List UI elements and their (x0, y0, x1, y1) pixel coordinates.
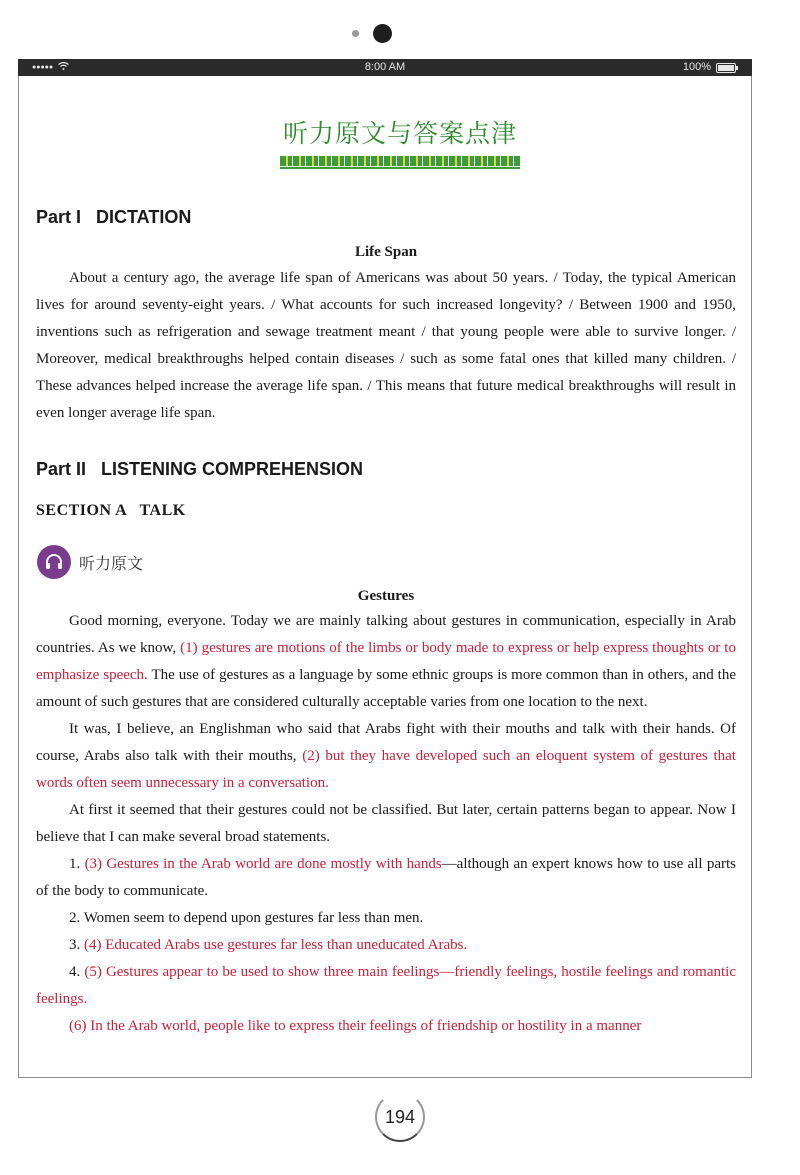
answer-5: (5) Gestures appear to be used to show three main feelings—friendly feelings, hostile feelings and romantic feelings. (36, 964, 737, 1007)
headphones-icon (37, 545, 71, 579)
list-number: 4. (69, 964, 85, 980)
page-title: 听力原文与答案点津 (282, 119, 517, 148)
page-number: 194 (375, 1092, 425, 1142)
part1-passage (36, 244, 736, 427)
camera-lens (373, 24, 392, 43)
gestures-paragraph-2 (36, 716, 736, 797)
answer-6: (6) In the Arab world, people like to express their feelings of friendship or hostility in a manner (69, 1018, 642, 1034)
title-decoration-bar (280, 156, 520, 166)
answer-2: (2) but they have developed such an eloquent system of gestures that words often seem unnecessary in a conversation. (36, 748, 736, 791)
tablet-camera (0, 24, 800, 44)
title-underline (280, 167, 520, 169)
section-a (36, 502, 736, 520)
status-time: 8:00 AM (364, 61, 406, 73)
part1-section (36, 207, 736, 228)
statement-4 (36, 959, 736, 1013)
text-run: Good morning, everyone. Today we are mainly talking about gestures in communication, especially in Arab countries. As we know, (36, 613, 736, 656)
gestures-paragraph-1 (36, 608, 736, 716)
gestures-paragraph-3: At first it seemed that their gestures could not be classified. But later, certain patterns began to appear. Now I believe that I can make several broad statements. (36, 802, 736, 845)
status-bar (18, 59, 752, 76)
answer-1: (1) gestures are motions of the limbs or body made to express or help express thoughts or to emphasize speech. (36, 640, 736, 683)
battery-percent: 100% (682, 61, 711, 73)
listening-label-row (37, 545, 737, 579)
passage-title-life-span: Life Span (354, 244, 418, 260)
dictation-paragraph: About a century ago, the average life span of Americans was about 50 years. / Today, the typical American lives for around seventy-eight years. / What accounts for such increased longevity? / Between 1900 and 1950, inventions such as refrigeration and sewage treatment meant / that young people were able to survive longer. / Moreover, medical breakthroughs helped contain diseases / such as some fatal ones that killed many children. / These advances helped increase the average life span. / This means that future medical breakthroughs will result in even longer average life span. (36, 270, 736, 421)
gestures-passage (36, 588, 736, 1040)
page-title-block (0, 114, 800, 169)
text-run: The use of gestures as a language by some ethnic groups is more common than in others, and the amount of such gestures that are considered culturally acceptable varies from one location to the next. (36, 667, 736, 710)
statement-2: 2. Women seem to depend upon gestures far less than men. (69, 910, 424, 926)
page-number-block (0, 1092, 800, 1142)
passage-title-gestures: Gestures (357, 588, 415, 604)
battery-icon (716, 63, 736, 73)
part2-section (36, 459, 736, 480)
sensor-dot (352, 30, 359, 37)
text-run: —although an expert knows how to use all parts of the body to communicate. (36, 856, 737, 899)
statement-3 (36, 932, 736, 959)
section-a-heading: SECTION A TALK (36, 502, 186, 519)
list-number: 1. (69, 856, 85, 872)
part2-heading: Part II LISTENING COMPREHENSION (36, 459, 364, 479)
statement-1 (36, 851, 736, 905)
listening-transcript-label: 听力原文 (79, 553, 144, 573)
part1-heading: Part I DICTATION (36, 207, 192, 227)
list-number: 3. (69, 937, 84, 953)
answer-4: (4) Educated Arabs use gestures far less than uneducated Arabs. (84, 937, 468, 953)
text-run: It was, I believe, an Englishman who said that Arabs fight with their mouths and talk with their hands. Of course, Arabs also talk with their mouths, (36, 721, 736, 764)
signal-icon: ●●●●● (32, 64, 54, 71)
answer-3: (3) Gestures in the Arab world are done mostly with hands (84, 856, 442, 872)
